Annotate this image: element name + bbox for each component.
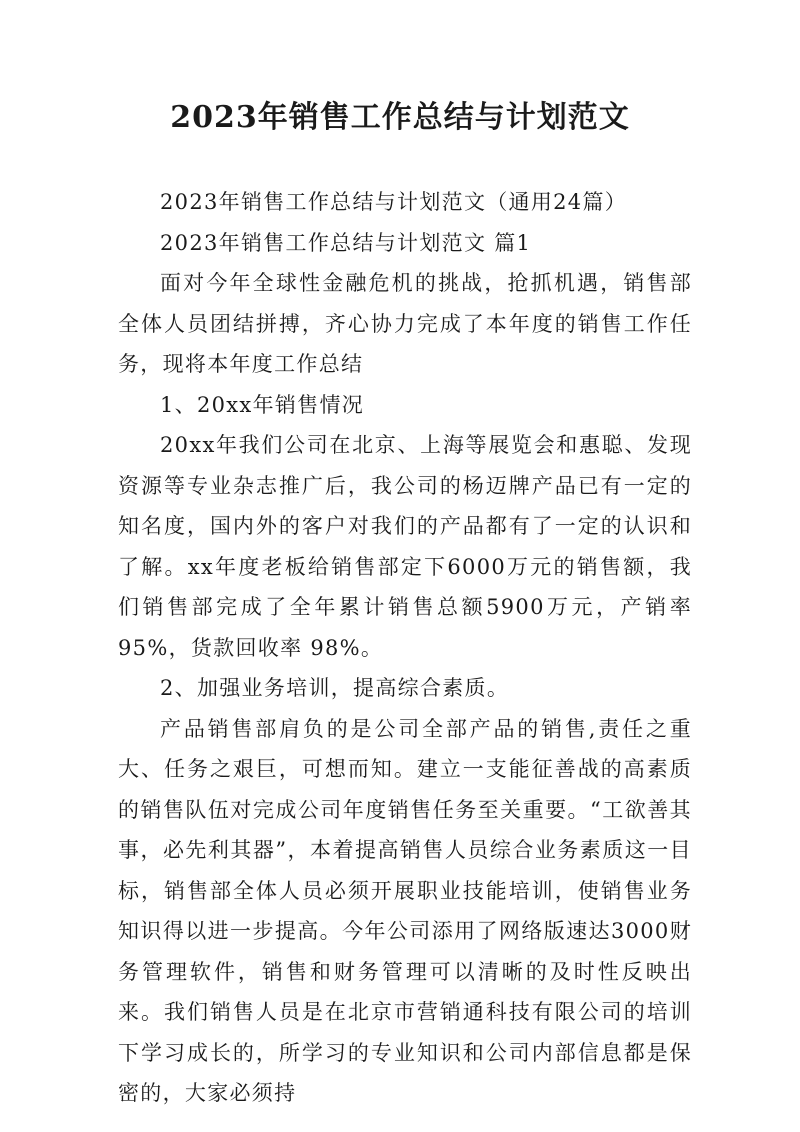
paragraph-heading-sales: 1、20xx年销售情况	[160, 392, 365, 417]
paragraph-training: 产品销售部肩负的是公司全部产品的销售,责任之重大、任务之艰巨，可想而知。建立一支能征善战的高素质的销售队伍对完成公司年度销售任务至关重要。“工欲善其事，必先利其器”，本着提高销售人员综合业务素质这一目标，销售部全体人员必须开展职业技能培训，使销售业务知识得以进一步提高。今年公司添用了网络版速达3000财务管理软件，销售和财务管理可以清晰的及时性反映出来。我们销售人员是在北京市营销通科技有限公司的培训下学习成长的，所学习的专业知识和公司内部信息都是保密的，大家必须持	[118, 716, 692, 1105]
document-body	[118, 182, 692, 1114]
paragraph-subtitle: 2023年销售工作总结与计划范文（通用24篇）	[160, 190, 628, 214]
paragraph-heading-training: 2、加强业务培训，提高综合素质。	[160, 676, 510, 700]
paragraph-section-heading: 2023年销售工作总结与计划范文 篇1	[160, 230, 532, 255]
paragraph-intro: 面对今年全球性金融危机的挑战，抢抓机遇，销售部全体人员团结拼搏，齐心协力完成了本年度的销售工作任务，现将本年度工作总结	[118, 271, 692, 376]
document-title: 2023年销售工作总结与计划范文	[170, 100, 630, 135]
paragraph-sales-situation: 20xx年我们公司在北京、上海等展览会和惠聪、发现资源等专业杂志推广后，我公司的杨迈牌产品已有一定的知名度，国内外的客户对我们的产品都有了一定的认识和了解。xx年度老板给销售部定下6000万元的销售额，我们销售部完成了全年累计销售总额5900万元，产销率95%，货款回收率 98%。	[118, 433, 692, 660]
